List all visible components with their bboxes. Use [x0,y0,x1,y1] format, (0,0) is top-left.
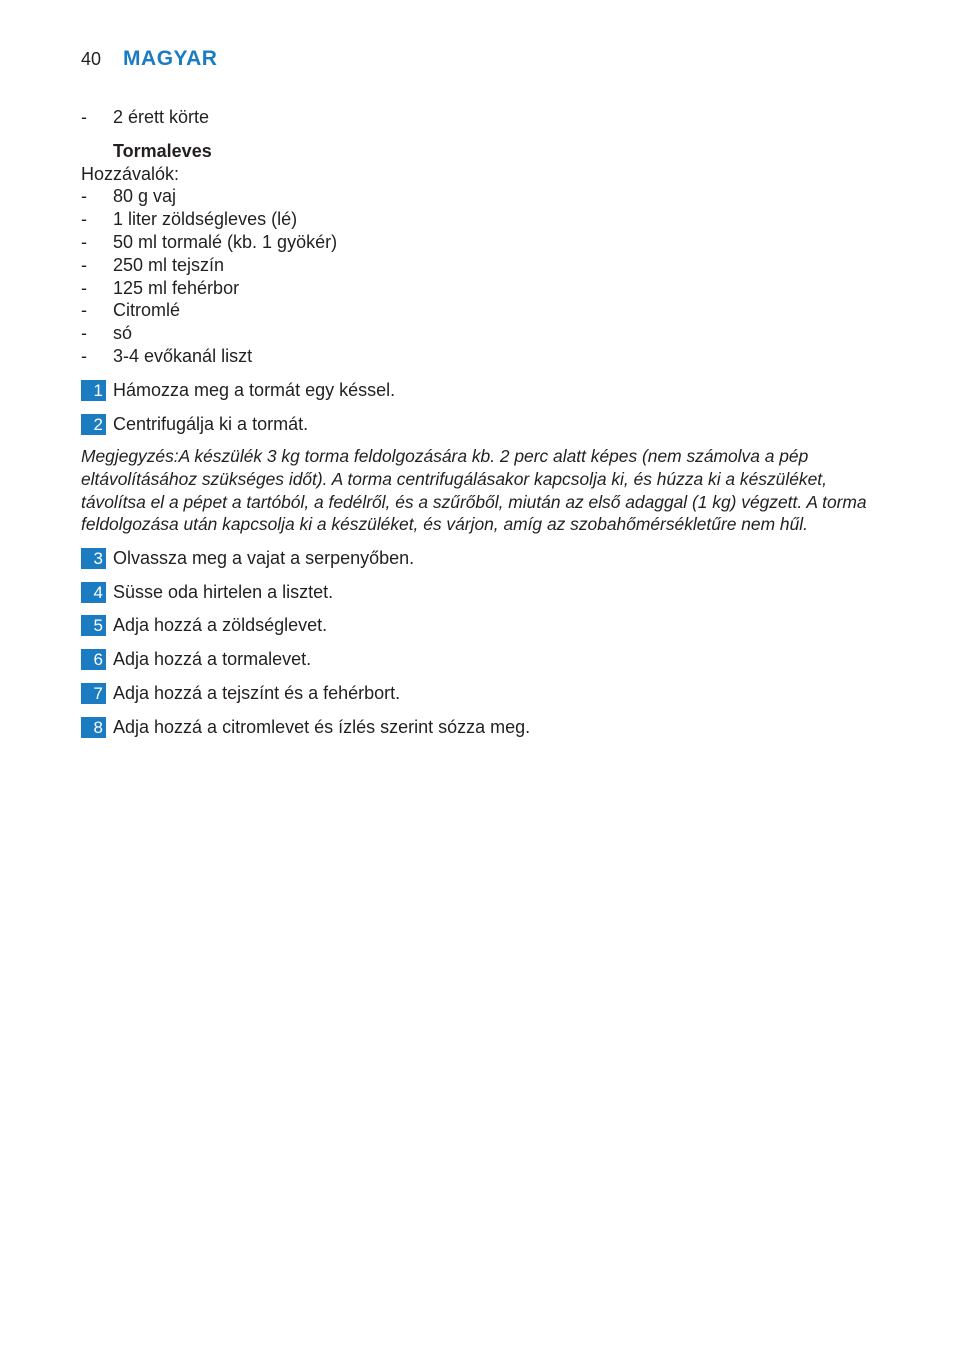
step-text: Adja hozzá a tejszínt és a fehérbort. [113,682,401,703]
ingredient-item [81,322,891,345]
recipe-title: Tormaleves [113,140,212,161]
note-label: Megjegyzés: [81,446,179,467]
step-item [81,379,891,402]
step-text: Centrifugálja ki a tormát. [113,413,309,434]
ingredient-item [81,254,891,277]
step-item [81,614,891,637]
list-dash: - [81,107,87,127]
step-item [81,413,891,436]
list-item [81,106,891,129]
language-title: MAGYAR [123,47,218,70]
note-text: A készülék 3 kg torma feldolgozására kb. 2 perc alatt képes (nem számolva a pép eltávolításához szükséges időt). A torma centrifugálásakor kapcsolja ki, és húzza ki a készüléket, távolítsa el a pépet a tartóból, a fedélről, és a szűrőből, miután az első adaggal (1 kg) végzett. A torma feldolgozása után kapcsolja ki a készüléket, és várjon, amíg az szobahőmérsékletűre nem hűl. [81,446,867,535]
step-number-badge: 5 [81,615,106,636]
step-text: Olvassza meg a vajat a serpenyőben. [113,547,415,568]
ingredient-item [81,208,891,231]
list-dash: - [81,277,87,298]
ingredient-text: 50 ml tormalé (kb. 1 gyökér) [113,231,338,252]
ingredient-text: só [113,323,133,344]
list-dash: - [81,209,87,230]
ingredients-heading: Hozzávalók: [81,163,180,184]
ingredient-text: 1 liter zöldségleves (lé) [113,209,298,230]
ingredient-item [81,299,891,322]
note-paragraph [81,445,891,535]
ingredient-text: 125 ml fehérbor [113,277,240,298]
ingredient-item [81,231,891,254]
list-item-text: 2 érett körte [113,107,210,127]
list-dash: - [81,345,87,366]
step-number-badge: 3 [81,548,106,569]
step-item [81,648,891,671]
page-number: 40 [81,49,102,69]
page-header [81,47,217,71]
step-number-badge: 4 [81,582,106,603]
ingredient-item [81,185,891,208]
step-number-badge: 6 [81,649,106,670]
step-text: Adja hozzá a tormalevet. [113,649,312,670]
ingredient-item [81,345,891,368]
ingredient-text: 3-4 evőkanál liszt [113,345,253,366]
ingredient-text: 80 g vaj [113,186,177,207]
page-content [81,106,891,739]
step-item [81,716,891,739]
steps-list [81,547,891,739]
step-text: Süsse oda hirtelen a lisztet. [113,581,334,602]
list-dash: - [81,254,87,275]
list-dash: - [81,231,87,252]
step-text: Hámozza meg a tormát egy késsel. [113,379,396,400]
ingredient-text: Citromlé [113,300,181,321]
steps-list [81,379,891,436]
step-text: Adja hozzá a citromlevet és ízlés szerint sózza meg. [113,716,531,737]
list-dash: - [81,323,87,344]
step-number-badge: 1 [81,380,106,401]
step-number-badge: 8 [81,717,106,738]
ingredients-list [81,185,891,367]
step-item [81,581,891,604]
step-number-badge: 7 [81,683,106,704]
step-item [81,547,891,570]
step-text: Adja hozzá a zöldséglevet. [113,615,328,636]
ingredient-item [81,277,891,300]
step-item [81,682,891,705]
ingredient-text: 250 ml tejszín [113,254,225,275]
list-dash: - [81,186,87,207]
step-number-badge: 2 [81,414,106,435]
list-dash: - [81,300,87,321]
